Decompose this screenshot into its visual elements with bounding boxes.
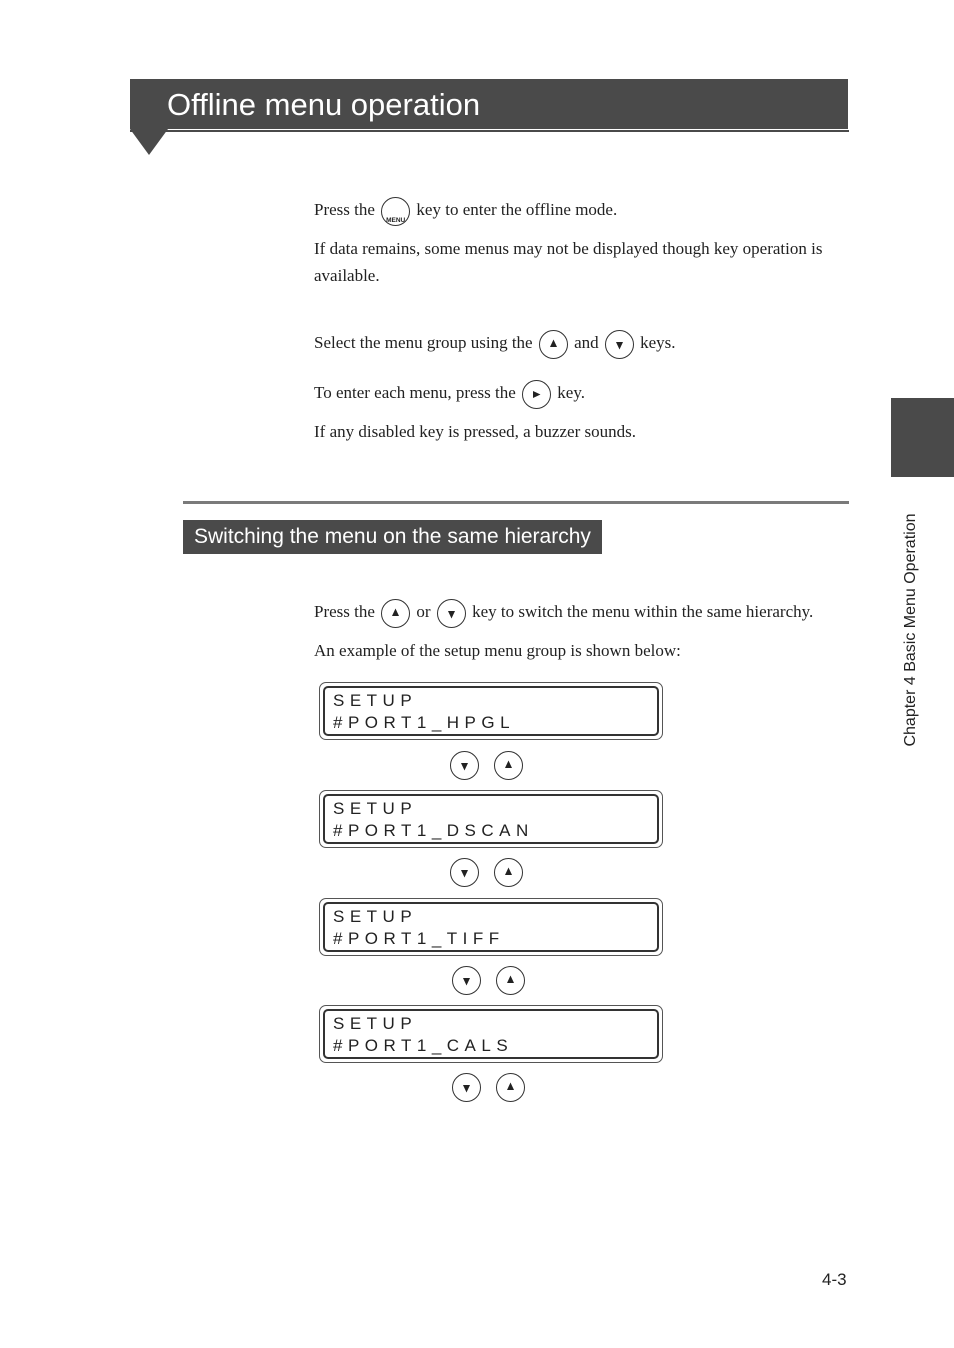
lcd-screen-hpgl bbox=[319, 682, 663, 740]
lcd-line-2: #PORT1_CALS bbox=[333, 1036, 514, 1055]
up-arrow-key-icon bbox=[381, 599, 410, 628]
up-arrow-key-icon bbox=[494, 751, 523, 780]
down-arrow-key-icon bbox=[450, 751, 479, 780]
right-arrow-key-icon bbox=[522, 380, 551, 409]
intro-paragraph-data-remains: If data remains, some menus may not be displayed though key operation is available. bbox=[314, 239, 823, 285]
down-arrow-key-icon bbox=[605, 330, 634, 359]
section-rule bbox=[183, 501, 849, 504]
lcd-screen-tiff bbox=[319, 898, 663, 956]
intro-paragraph-buzzer: If any disabled key is pressed, a buzzer sounds. bbox=[314, 422, 636, 441]
section-paragraph-example: An example of the setup menu group is shown below: bbox=[314, 641, 681, 660]
arrow-key-pair bbox=[450, 858, 540, 890]
lcd-screen-cals bbox=[319, 1005, 663, 1063]
lcd-line-2: #PORT1_TIFF bbox=[333, 929, 505, 948]
down-arrow-key-icon bbox=[450, 858, 479, 887]
down-arrow-key-icon bbox=[452, 966, 481, 995]
section-paragraph-switch: Press the or key to switch the menu within the same hierarchy. bbox=[314, 598, 813, 628]
down-arrow-key-icon bbox=[452, 1073, 481, 1102]
chapter-label: Chapter 4 Basic Menu Operation bbox=[902, 513, 919, 747]
up-arrow-key-icon bbox=[539, 330, 568, 359]
arrow-key-pair bbox=[452, 1073, 542, 1105]
chapter-tab bbox=[891, 398, 954, 477]
intro-paragraph-menu-key: Press the MENU key to enter the offline mode. bbox=[314, 196, 617, 226]
intro-paragraph-enter-menu: To enter each menu, press the key. bbox=[314, 379, 585, 409]
lcd-screen-dscan bbox=[319, 790, 663, 848]
section-heading: Switching the menu on the same hierarchy bbox=[183, 520, 602, 554]
lcd-line-2: #PORT1_HPGL bbox=[333, 713, 516, 732]
arrow-key-pair bbox=[450, 751, 540, 783]
lcd-line-1: SETUP bbox=[333, 907, 418, 926]
lcd-line-1: SETUP bbox=[333, 1014, 418, 1033]
title-tab-triangle bbox=[130, 129, 168, 155]
title-bar bbox=[130, 79, 848, 129]
page-title: Offline menu operation bbox=[167, 87, 481, 122]
lcd-line-1: SETUP bbox=[333, 691, 418, 710]
up-arrow-key-icon bbox=[496, 966, 525, 995]
up-arrow-key-icon bbox=[494, 858, 523, 887]
up-arrow-key-icon bbox=[496, 1073, 525, 1102]
intro-paragraph-select-group: Select the menu group using the and keys. bbox=[314, 329, 676, 359]
page-number: 4-3 bbox=[822, 1270, 847, 1289]
lcd-line-1: SETUP bbox=[333, 799, 418, 818]
down-arrow-key-icon bbox=[437, 599, 466, 628]
title-rule bbox=[130, 130, 849, 132]
menu-key-icon: MENU bbox=[381, 197, 410, 226]
lcd-line-2: #PORT1_DSCAN bbox=[333, 821, 534, 840]
arrow-key-pair bbox=[452, 966, 542, 998]
